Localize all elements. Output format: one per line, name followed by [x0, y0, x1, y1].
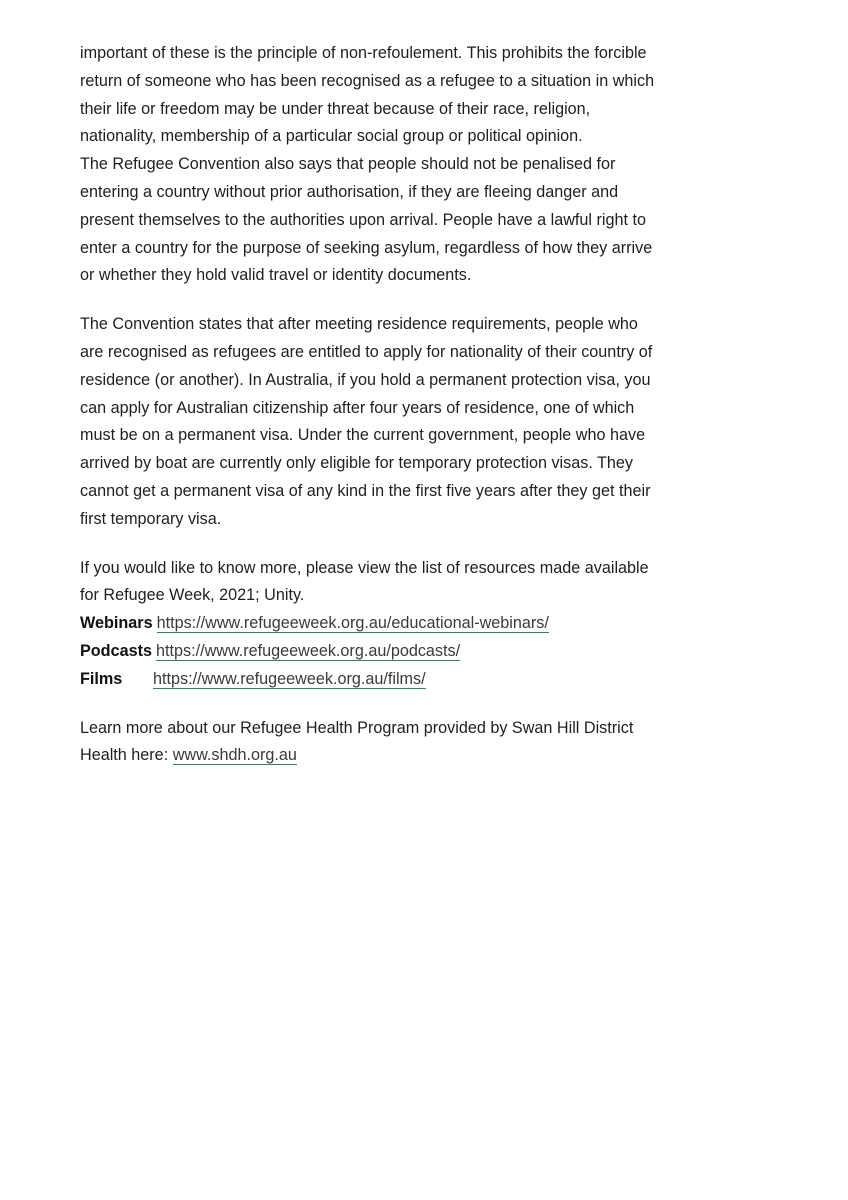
podcasts-link[interactable]: https://www.refugeeweek.org.au/podcasts/ [155, 641, 461, 660]
resource-label-webinars: Webinars [80, 614, 153, 633]
resource-row-podcasts [80, 638, 700, 666]
films-link[interactable]: https://www.refugeeweek.org.au/films/ [153, 669, 426, 688]
paragraph-gap [80, 694, 700, 715]
resource-row-films [80, 666, 700, 694]
document-page [80, 40, 700, 770]
webinars-link[interactable]: https://www.refugeeweek.org.au/educational-webinars/ [156, 614, 549, 633]
paragraph-gap [80, 290, 700, 311]
paragraph-closing [80, 715, 700, 771]
paragraph-nationality: The Convention states that after meeting residence requirements, people who are recognised as refugees are entitled to apply for nationality of their country of residence (or another). In Australia, if you hold a permanent protection visa, you can apply for Australian citizenship after four years of residence, one of which must be on a permanent visa. Under the current government, people who have arrived by boat are currently only eligible for temporary protection visas. They cannot get a permanent visa of any kind in the first five years after they get their first temporary visa. [80, 315, 653, 528]
paragraph-resources-intro: If you would like to know more, please view the list of resources made available for Refugee Week, 2021; Unity. [80, 558, 649, 605]
resource-row-webinars [80, 610, 700, 638]
paragraph-refoulement: important of these is the principle of non-refoulement. This prohibits the forcible return of someone who has been recognised as a refugee to a situation in which their life or freedom may be under threat because of their race, religion, nationality, membership of a particular social group or political opinion. The Refugee Convention also says that people should not be penalised for entering a country without prior authorisation, if they are fleeing danger and present themselves to the authorities upon arrival. People have a lawful right to enter a country for the purpose of seeking asylum, regardless of how they arrive or whether they hold valid travel or identity documents. [80, 44, 655, 285]
paragraph-gap [80, 534, 700, 555]
resource-label-podcasts: Podcasts [80, 641, 152, 660]
closing-text: Learn more about our Refugee Health Program provided by Swan Hill District Health here: [80, 718, 634, 765]
resource-label-films: Films [80, 669, 123, 688]
shdh-website-link[interactable]: www.shdh.org.au [172, 746, 297, 765]
